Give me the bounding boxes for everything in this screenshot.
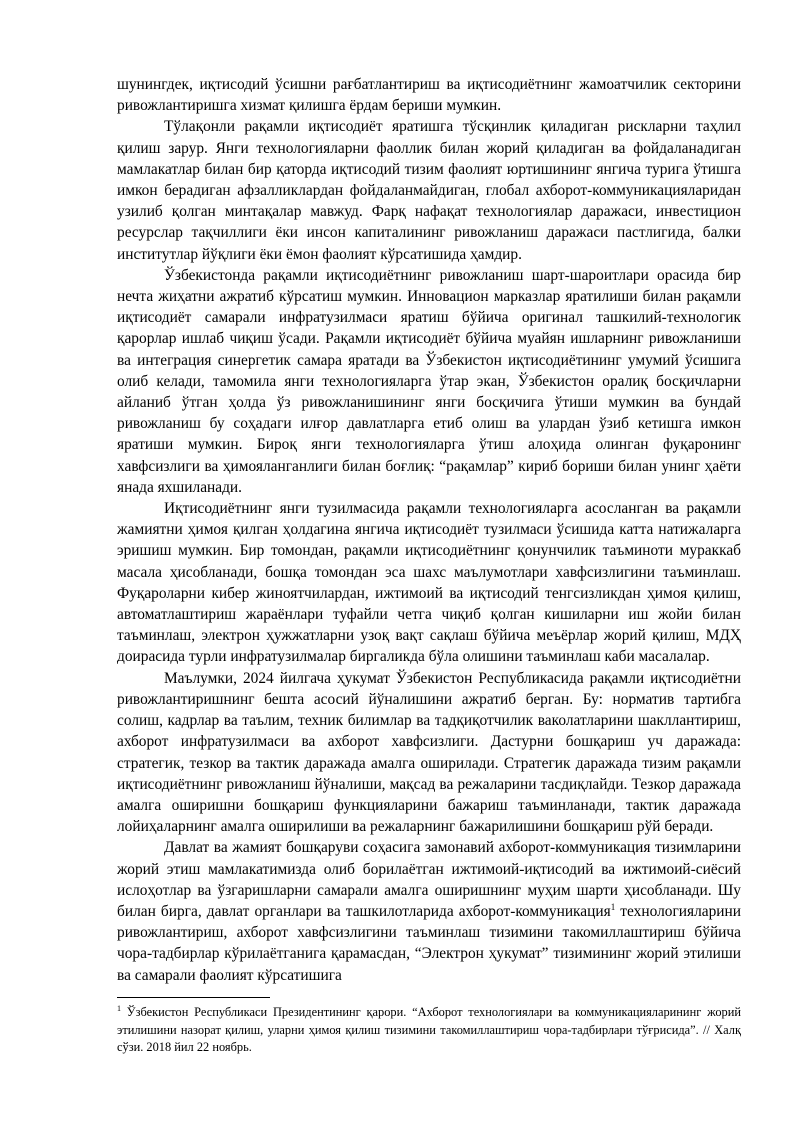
footnote-text (117, 1004, 741, 1057)
paragraph-2: Тўлақонли рақамли иқтисодиёт яратишга тўсқинлик қиладиган рискларни таҳлил қилиш зарур. Янги технологияларни фаоллик билан жорий қиладиган ва фойдаланадиган мамлакатлар билан бир қаторда иқтисодий тизим фаолият юртишининг янгича турига ўтишга имкон берадиган афзалликлардан фойдаланмайдиган, глобал ахборот-коммуникацияларидан узилиб қолган минтақалар мавжуд. Фарқ нафақат технологиялар даражаси, инвестицион ресурслар тақчиллиги ёки инсон капиталининг ривожланиш даражаси пастлигида, балки институтлар йўқлиги ёки ёмон фаолият кўрсатишида ҳамдир. (117, 118, 741, 263)
footnote (117, 1004, 741, 1057)
footnote-mark: 1 (117, 1003, 121, 1013)
paragraph-1: шунингдек, иқтисодий ўсишни рағбатлантириш ва иқтисодиётнинг жамоатчилик секторини ривожлантиришга хизмат қилишга ёрдам бериши мумкин. (117, 76, 741, 115)
paragraph-6 (117, 837, 741, 985)
body-text (117, 74, 741, 986)
paragraph-6-text-before: Давлат ва жамият бошқаруви соҳасига замонавий ахборот-коммуникация тизимларини жорий этиш мамлакатимизда олиб борилаётган ижтимоий-иқтисодий ва ижтимоий-сиёсий ислоҳотлар ва ўзгаришларни самарали амалга оширишнинг муҳим шарти ҳисобланади. Шу билан бирга, давлат органлари ва ташкилотларида ахборот-коммуникация (117, 839, 741, 920)
footnote-body: Ўзбекистон Республикаси Президентининг қарори. “Ахборот технологиялари ва коммуникацияларининг жорий этилишини назорат қилиш, уларни ҳимоя қилиш тизимини такомиллаштириш чора-тадбирлари тўғрисида”. // Халқ сўзи. 2018 йил 22 ноябрь. (117, 1005, 741, 1054)
paragraph-5: Маълумки, 2024 йилгача ҳукумат Ўзбекистон Республикасида рақамли иқтисодиётни ривожлантиришнинг бешта асосий йўналишини ажратиб берган. Бу: норматив тартибга солиш, кадрлар ва таълим, техник билимлар ва тадқиқотчилик ваколатларини шакллантириш, ахборот инфратузилмаси ва ахборот хавфсизлиги. Дастурни бошқариш уч даражада: стратегик, тезкор ва тактик даражада амалга оширилади. Стратегик даражада тизим рақамли иқтисодиётнинг ривожланиш йўналиши, мақсад ва режаларини тасдиқлайди. Тезкор даражада амалга оширишни бошқариш функцияларини бажариш таъминланади, тактик даражада лойиҳаларнинг амалга оширилиши ва режаларнинг бажарилишини бошқариш рўй беради. (117, 669, 741, 836)
footnote-separator (117, 997, 270, 998)
footnote-reference[interactable]: 1 (610, 901, 616, 912)
paragraph-6-text-after: технологияларини ривожлантириш, ахборот хавфсизлигини таъминлаш тизимини такомиллаштириш бўйича чора-тадбирлар кўрилаётганига қарамасдан, “Электрон ҳукумат” тизимининг жорий этилиши ва самарали фаолият кўрсатишига (117, 902, 741, 984)
paragraph-4: Иқтисодиётнинг янги тузилмасида рақамли технологияларга асосланган ва рақамли жамиятни ҳимоя қилган ҳолдагина янгича иқтисодиёт тузилмаси ўсишида катта натижаларга эришиш мумкин. Бир томондан, рақамли иқтисодиётнинг қонунчилик таъминоти мураккаб масала ҳисобланади, бошқа томондан эса шахс маълумотлари хавфсизлигини таъминлаш. Фуқароларни кибер жиноятчилардан, ижтимоий ва иқтисодий тенгсизликдан ҳимоя қилиш, автоматлаштириш жараёнлари туфайли четга чиқиб қолган кишиларни иш жойи билан таъминлаш, электрон ҳужжатларни узоқ вақт сақлаш бўйича меъёрлар жорий қилиш, МДҲ доирасида турли инфратузилмалар биргаликда бўла олишини таъминлаш каби масалалар. (117, 500, 741, 666)
paragraph-3: Ўзбекистонда рақамли иқтисодиётнинг ривожланиш шарт-шароитлари орасида бир нечта жиҳатни ажратиб кўрсатиш мумкин. Инновацион марказлар яратилиши билан рақамли иқтисодиёт самарали инфратузилмаси яратиш бўйича оригинал ташкилий-технологик қарорлар ишлаб чиқиш ўсади. Рақамли иқтисодиёт бўйича муайян ишларнинг ривожланиши ва интеграция синергетик самара яратади ва Ўзбекистон иқтисодиётининг умумий ўсишига олиб келади, тамомила янги технологияларга ўтар экан, Ўзбекистон оралиқ босқичларни айланиб ўтган ҳолда ўз ривожланишининг янги босқичига ўтиши мумкин ва бундай ривожланиш бу соҳадаги илғор давлатларга етиб олиш ва улардан ўзиб кетишга имкон яратиши мумкин. Бироқ янги технологияларга ўтиш алоҳида олинган фуқаронинг хавфсизлиги ва ҳимояланганлиги билан боғлиқ: “рақамлар” кириб бориши билан унинг ҳаёти янада яхшиланади. (117, 266, 741, 496)
